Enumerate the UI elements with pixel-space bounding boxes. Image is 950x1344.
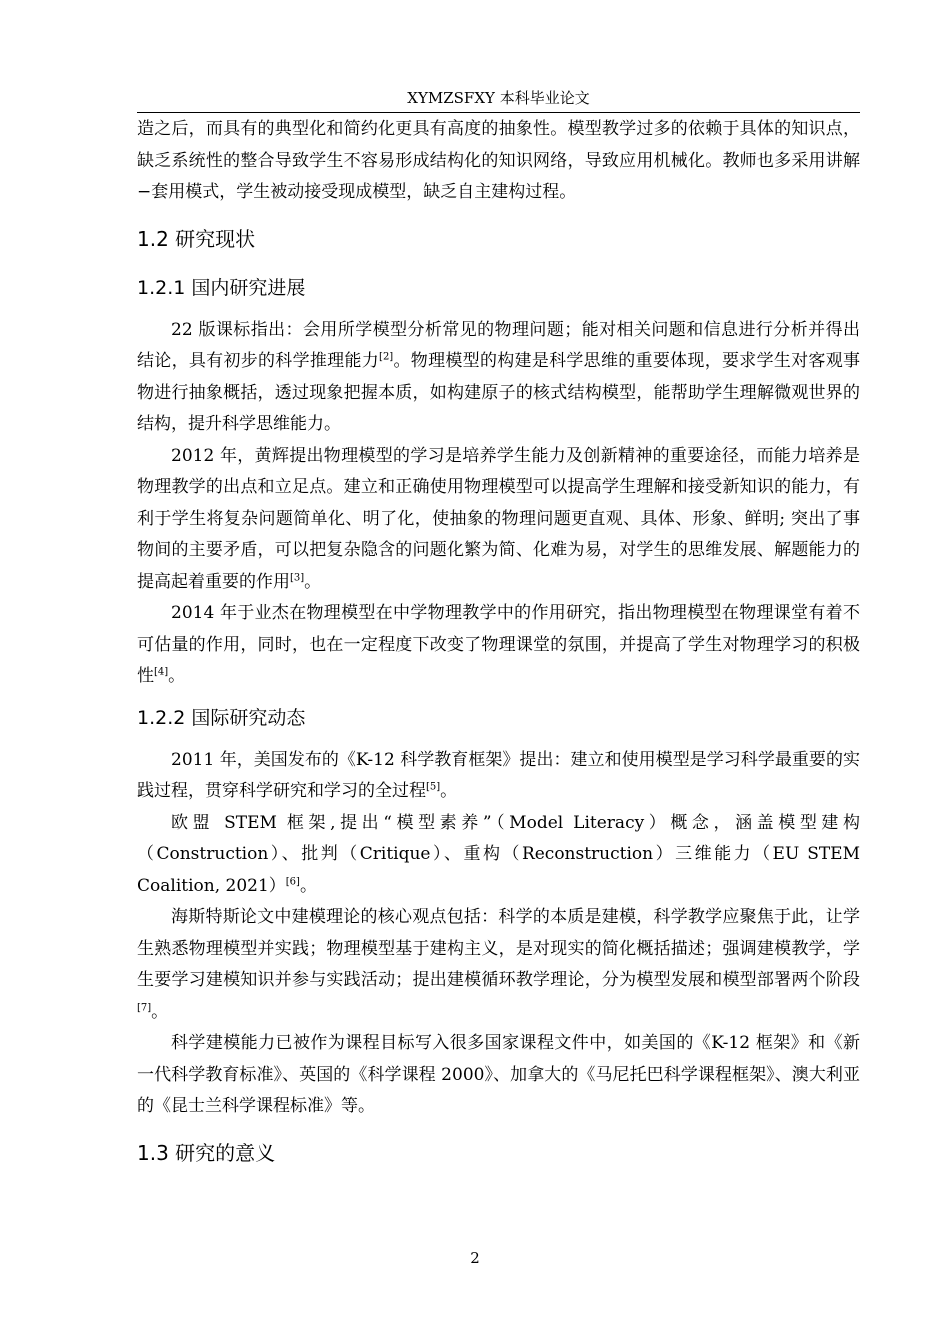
paragraph-text: 22 版课标指出：会用所学模型分析常见的物理问题；能对相关问题和信息进行分析并得出结论，具有初步的科学推理能力	[137, 319, 860, 371]
paragraph-huang-hui-2012	[137, 441, 860, 599]
paragraph-text: 2011 年，美国发布的《K-12 科学教育框架》提出：建立和使用模型是学习科学最重要的实践过程，贯穿科学研究和学习的全过程	[137, 749, 860, 801]
paragraph-tail: 。	[168, 666, 186, 686]
paragraph-yu-yejie-2014	[137, 598, 860, 693]
section-heading-1-2: 1.2 研究现状	[137, 226, 256, 251]
paragraph-hestenes-modeling	[137, 902, 860, 1028]
paragraph-text: 2012 年，黄辉提出物理模型的学习是培养学生能力及创新精神的重要途径，而能力培养是物理教学的出点和立足点。建立和正确使用物理模型可以提高学生理解和接受新知识的能力，有利于学生将复杂问题简单化、明了化，使抽象的物理问题更直观、具体、形象、鲜明; 突出了事物间的主要矛盾，可以把复杂隐含的问题化繁为简、化难为易，对学生的思维发展、解题能力的提高起着重要的作用	[137, 445, 860, 592]
citation-ref-2: [2]	[379, 351, 394, 363]
subsection-heading-1-2-2: 1.2.2 国际研究动态	[137, 706, 306, 729]
paragraph-k12-framework	[137, 745, 860, 808]
paragraph-text: 欧盟 STEM 框架,提出“模型素养”（Model Literacy）概念，涵盖模型建构（Construction）、批判（Critique）、重构（Reconstruction）三维能力（EU STEM Coalition, 2021）	[137, 812, 860, 896]
paragraph-eu-stem	[137, 808, 860, 903]
paragraph-tail: 。物理模型的构建是科学思维的重要体现，要求学生对客观事物进行抽象概括，透过现象把握本质，如构建原子的核式结构模型，能帮助学生理解微观世界的结构，提升科学思维能力。	[137, 351, 861, 434]
page-body	[137, 114, 860, 1181]
section-heading-1-3: 1.3 研究的意义	[137, 1140, 276, 1165]
paragraph-curriculum-standard	[137, 315, 860, 441]
page-number: 2	[470, 1249, 480, 1267]
subsection-heading-1-2-1: 1.2.1 国内研究进展	[137, 276, 306, 299]
citation-ref-7: [7]	[137, 1001, 152, 1013]
paragraph-text: 海斯特斯论文中建模理论的核心观点包括：科学的本质是建模，科学教学应聚焦于此，让学生熟悉物理模型并实践；物理模型基于建构主义，是对现实的简化概括描述；强调建模教学，学生要学习建模知识并参与实践活动；提出建模循环教学理论，分为模型发展和模型部署两个阶段	[137, 907, 860, 990]
header-rule	[137, 112, 860, 113]
running-header: XYMZSFXY 本科毕业论文	[407, 89, 590, 107]
citation-ref-5: [5]	[426, 781, 441, 793]
paragraph-text: 2014 年于业杰在物理模型在中学物理教学中的作用研究，指出物理模型在物理课堂有着不可估量的作用，同时，也在一定程度下改变了物理课堂的氛围，并提高了学生对物理学习的积极性	[137, 603, 860, 686]
paragraph-continuation: 造之后，而具有的典型化和简约化更具有高度的抽象性。模型教学过多的依赖于具体的知识点，缺乏系统性的整合导致学生不容易形成结构化的知识网络，导致应用机械化。教师也多采用讲解−套用模式，学生被动接受现成模型，缺乏自主建构过程。	[137, 119, 860, 202]
paragraph-tail: 。	[299, 875, 317, 896]
paragraph-tail: 。	[440, 781, 458, 801]
paragraph-curriculum-documents: 科学建模能力已被作为课程目标写入很多国家课程文件中，如美国的《K-12 框架》和《新一代科学教育标准》、英国的《科学课程 2000》、加拿大的《马尼托巴科学课程框架》、澳大利亚的《昆士兰科学课程标准》等。	[137, 1033, 860, 1116]
citation-ref-6: [6]	[285, 875, 300, 887]
paragraph-tail: 。	[304, 571, 322, 592]
paragraph-tail: 。	[151, 1001, 169, 1022]
citation-ref-3: [3]	[290, 571, 305, 583]
citation-ref-4: [4]	[154, 666, 169, 678]
